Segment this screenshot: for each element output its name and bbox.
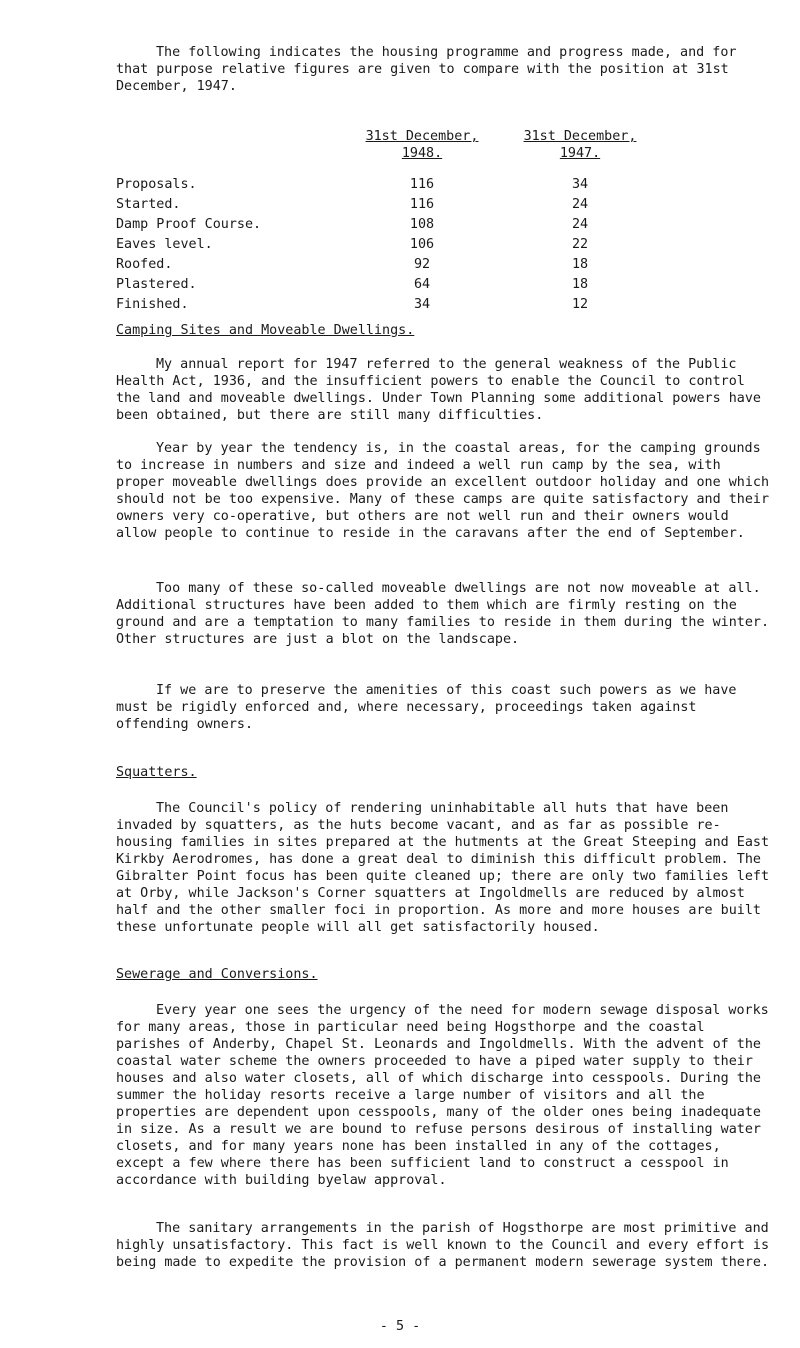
value-1947: 18 (571, 257, 589, 272)
row-label: Started. (116, 197, 181, 212)
camping-paragraph-3: Too many of these so-called moveable dwellings are not now moveable at all. Additional structures have been added to them which are firmly resting on the ground and are a temptation to many families to reside in them during the winter. Other structures are just a blot on the landscape. (116, 581, 770, 647)
section-heading-camping: Camping Sites and Moveable Dwellings. (116, 323, 415, 338)
value-1948: 92 (413, 257, 431, 272)
column-header-1947-line1: 31st December, (523, 129, 637, 144)
value-1948: 108 (409, 217, 435, 232)
row-label: Roofed. (116, 257, 173, 272)
value-1947: 12 (571, 297, 589, 312)
row-label: Finished. (116, 297, 189, 312)
section-heading-sewerage: Sewerage and Conversions. (116, 967, 318, 982)
value-1948: 116 (409, 197, 435, 212)
column-header-1948-line1: 31st December, (365, 129, 479, 144)
page-number: - 5 - (379, 1319, 421, 1334)
column-header-1948-line2: 1948. (401, 146, 443, 161)
column-header-1948 (362, 128, 482, 162)
value-1947: 22 (571, 237, 589, 252)
column-header-1947-line2: 1947. (559, 146, 601, 161)
camping-paragraph-2: Year by year the tendency is, in the coastal areas, for the camping grounds to increase in numbers and size and indeed a well run camp by the sea, with proper moveable dwellings does provide an excellent outdoor holiday and one which should not be too expensive. Many of these camps are quite satisfactory and their owners very co-operative, but others are not well run and their owners would allow people to continue to reside in the caravans after the end of September. (116, 441, 770, 541)
camping-paragraph-1: My annual report for 1947 referred to the general weakness of the Public Health Act, 1936, and the insufficient powers to enable the Council to control the land and moveable dwellings. Under Town Planning some additional powers have been obtained, but there are still many difficulties. (116, 357, 761, 423)
camping-paragraph-4: If we are to preserve the amenities of this coast such powers as we have must be rigidly enforced and, where necessary, proceedings taken against offending owners. (116, 683, 737, 732)
squatters-paragraph: The Council's policy of rendering uninhabitable all huts that have been invaded by squatters, as the huts become vacant, and as far as possible re-housing families in sites prepared at the hutments at the Great Steeping and East Kirkby Aerodromes, has done a great deal to diminish this difficult problem. The Gibralter Point focus has been quite cleaned up; there are only two families left at Orby, while Jackson's Corner squatters at Ingoldmells are reduced by almost half and the other smaller foci in proportion. As more and more houses are built these unfortunate people will all get satisfactorily housed. (116, 801, 770, 935)
value-1948: 106 (409, 237, 435, 252)
row-label: Eaves level. (116, 237, 213, 252)
sewerage-paragraph-1: Every year one sees the urgency of the need for modern sewage disposal works for many areas, those in particular need being Hogsthorpe and the coastal parishes of Anderby, Chapel St. Leonards and Ingoldmells. With the advent of the coastal water scheme the owners proceeded to have a piped water supply to their houses and also water closets, all of which discharge into cesspools. During the summer the holiday resorts receive a large number of visitors and all the properties are dependent upon cesspools, many of the older ones being inadequate in size. As a result we are bound to refuse persons desirous of installing water closets, and for many years none has been installed in any of the cottages, except a few where there has been sufficient land to construct a cesspool in accordance with building byelaw approval. (116, 1003, 769, 1188)
value-1947: 18 (571, 277, 589, 292)
value-1948: 64 (413, 277, 431, 292)
sewerage-paragraph-2: The sanitary arrangements in the parish of Hogsthorpe are most primitive and highly unsatisfactory. This fact is well known to the Council and every effort is being made to expedite the provision of a permanent modern sewerage system there. (116, 1221, 770, 1270)
value-1947: 24 (571, 217, 589, 232)
value-1947: 24 (571, 197, 589, 212)
row-label: Plastered. (116, 277, 197, 292)
row-label: Damp Proof Course. (116, 217, 262, 232)
column-header-1947 (520, 128, 640, 162)
value-1947: 34 (571, 177, 589, 192)
value-1948: 34 (413, 297, 431, 312)
row-label: Proposals. (116, 177, 197, 192)
value-1948: 116 (409, 177, 435, 192)
intro-paragraph: The following indicates the housing programme and progress made, and for that purpose relative figures are given to compare with the position at 31st December, 1947. (116, 45, 737, 94)
section-heading-squatters: Squatters. (116, 765, 197, 780)
